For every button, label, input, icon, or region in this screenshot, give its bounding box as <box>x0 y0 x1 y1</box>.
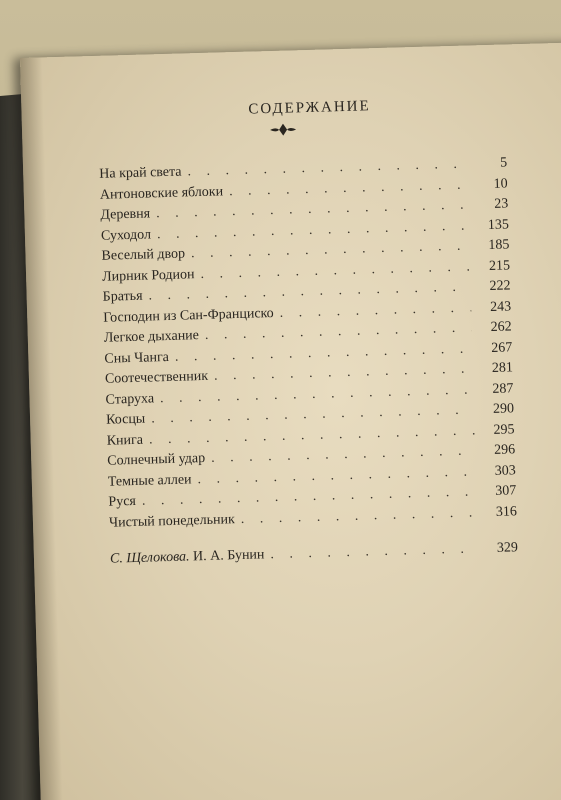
book-page <box>20 42 561 800</box>
toc-entry-title: Косцы <box>105 411 146 428</box>
toc-list <box>99 155 517 535</box>
toc-entry-page: 287 <box>492 380 514 397</box>
afterword-title: И. А. Бунин <box>192 547 265 565</box>
toc-entry-page: 185 <box>488 237 510 253</box>
toc-entry-page: 267 <box>491 339 513 356</box>
toc-entry-title: Чистый понедельник <box>108 511 236 531</box>
toc-entry-page: 295 <box>493 421 515 438</box>
toc-entry-page: 5 <box>499 155 508 171</box>
toc-entry-page: 303 <box>494 462 516 479</box>
toc-entry-title: На край света <box>99 164 182 182</box>
toc-entry-title: Солнечный удар <box>107 450 206 469</box>
toc-entry-page: 316 <box>495 503 518 520</box>
toc-entry-title: Легкое дыхание <box>103 328 200 346</box>
toc-entry-page: 10 <box>493 175 508 192</box>
toc-entry-page: 243 <box>489 298 512 315</box>
toc-entry-page: 307 <box>495 483 517 499</box>
afterword-label <box>110 547 265 567</box>
toc-entry-title: Книга <box>106 432 144 449</box>
afterword-entry <box>110 540 518 572</box>
toc-entry-page: 23 <box>494 196 509 212</box>
toc-entry-page: 296 <box>493 442 516 458</box>
table-of-contents <box>97 94 518 572</box>
toc-entry-title: Руся <box>108 493 137 510</box>
toc-entry-title: Суходол <box>100 226 152 244</box>
toc-entry-page: 135 <box>487 216 510 233</box>
leader-dots <box>187 157 467 181</box>
toc-entry-page: 290 <box>492 401 515 417</box>
toc-entry-title: Антоновские яблоки <box>99 183 224 203</box>
toc-entry-title: Господин из Сан-Франциско <box>103 305 274 326</box>
toc-entry-page: 281 <box>491 360 514 376</box>
toc-entry-title: Веселый двор <box>101 246 186 264</box>
afterword-page: 329 <box>496 540 519 556</box>
toc-entry-page: 222 <box>489 278 511 294</box>
afterword-author: С. Щелокова. <box>109 549 190 567</box>
toc-entry-page: 262 <box>490 319 512 335</box>
toc-entry-page: 215 <box>488 257 511 274</box>
toc-entry-title: Соотечественник <box>104 368 209 387</box>
toc-entry-title: Старуха <box>105 390 155 408</box>
toc-entry-title: Лирник Родион <box>101 266 195 285</box>
leader-dots <box>270 541 478 563</box>
toc-entry-title: Сны Чанга <box>104 349 170 367</box>
toc-entry-title: Темные аллеи <box>107 471 192 490</box>
toc-entry-title: Братья <box>102 288 143 305</box>
ornament-icon <box>270 123 296 136</box>
page-title: СОДЕРЖАНИЕ <box>248 98 371 118</box>
toc-entry-title: Деревня <box>100 206 151 223</box>
